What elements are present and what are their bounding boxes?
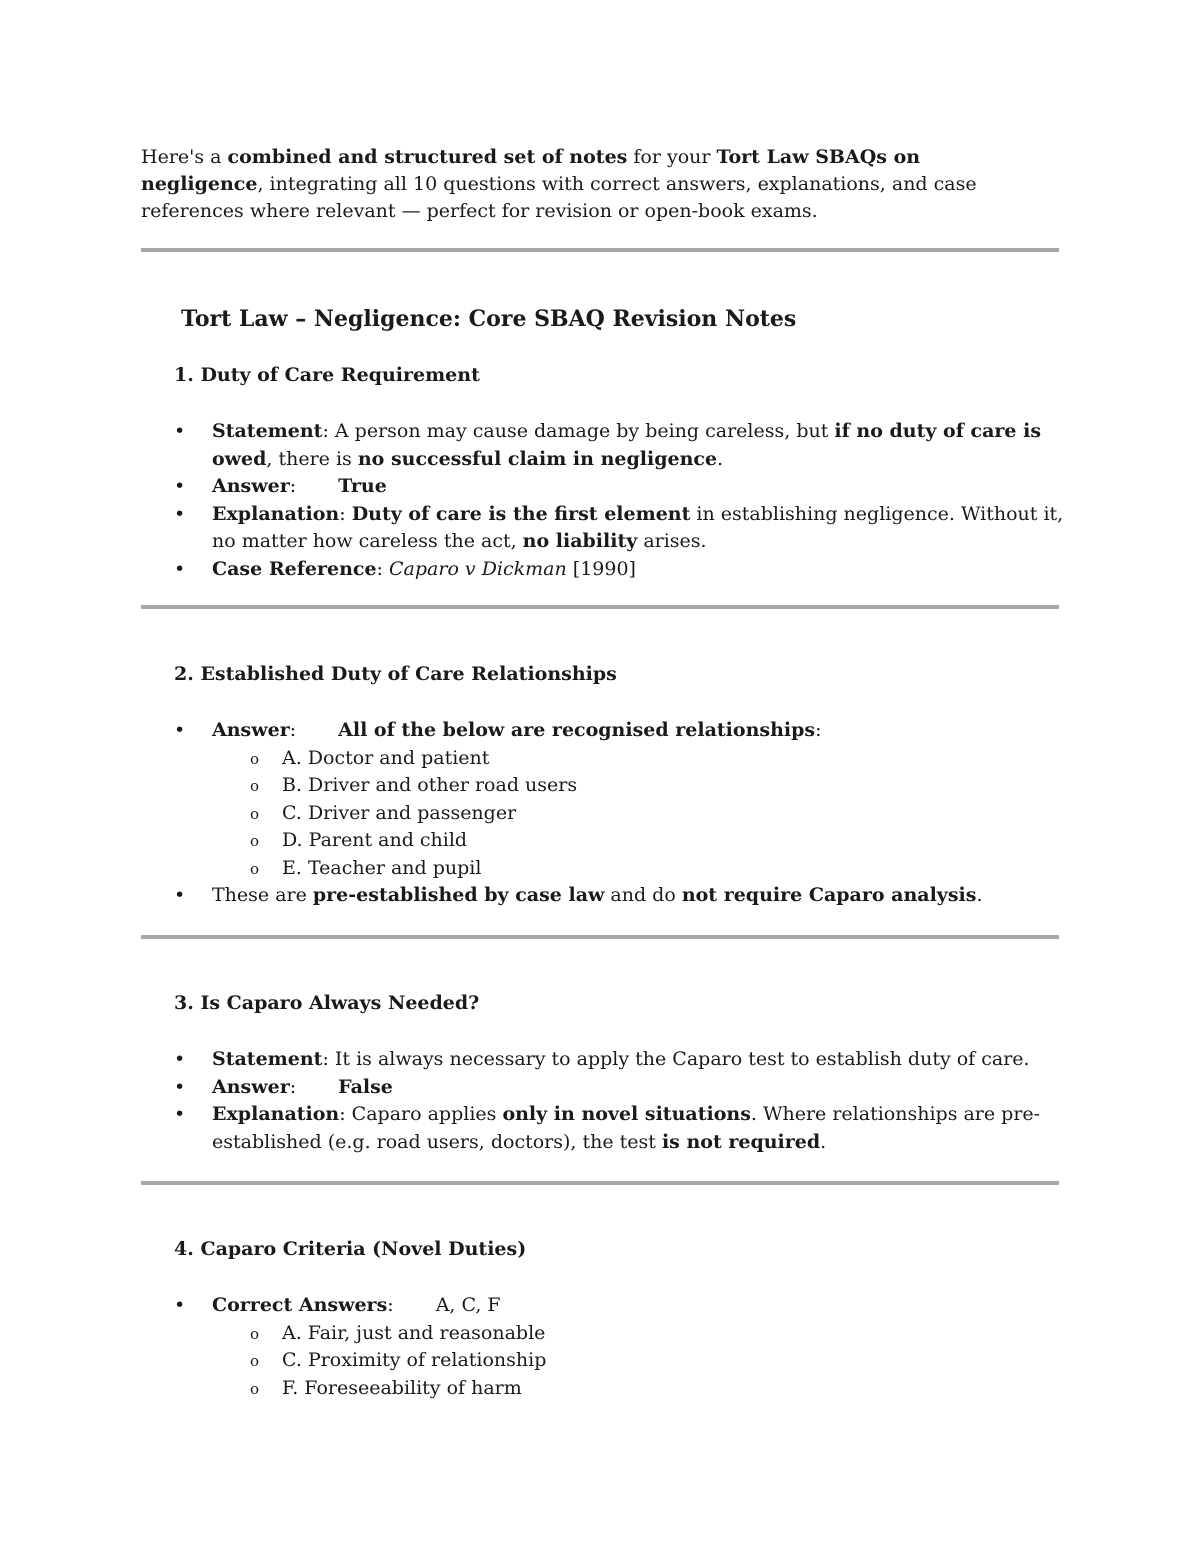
item-bold: Duty of care is the first element <box>351 502 691 525</box>
item-text: : <box>376 557 389 580</box>
item-text: and do <box>604 884 682 906</box>
case-name: Caparo v Dickman <box>389 557 567 580</box>
option-item: o D. Parent and child <box>212 827 1064 855</box>
item-text: : A person may cause damage by being careless, but <box>322 420 835 442</box>
answer-value: A, C, F <box>435 1294 501 1316</box>
item-text: : It is always necessary to apply the Caparo test to establish duty of care. <box>322 1048 1030 1070</box>
item-label: Answer <box>212 475 290 497</box>
option-item: o E. Teacher and pupil <box>212 855 1064 883</box>
section-1-list <box>174 418 1064 583</box>
item-text: These are <box>212 884 313 906</box>
item-label: Explanation <box>212 502 340 525</box>
item-label: Explanation <box>212 1103 340 1125</box>
item-bold: pre-established by case law <box>312 884 605 906</box>
option-item: o B. Driver and other road users <box>212 772 1064 800</box>
intro-bold: combined and structured set of notes <box>227 146 628 168</box>
list-item <box>174 882 1064 910</box>
item-text: : <box>387 1294 394 1316</box>
answer-value: True <box>338 475 387 497</box>
item-label: Case Reference <box>212 557 377 580</box>
item-text: : <box>289 1075 297 1098</box>
item-bold: not require Caparo analysis <box>681 884 977 906</box>
item-label: Answer <box>212 1075 290 1098</box>
horizontal-rule <box>141 248 1059 252</box>
item-text: . Where relationships are pre-established (e.g. road users, doctors), the test <box>212 1103 1041 1153</box>
list-item <box>174 1101 1064 1156</box>
horizontal-rule <box>141 935 1059 939</box>
item-label: Statement <box>212 1048 323 1070</box>
list-item <box>174 501 1064 556</box>
item-bold: no successful claim in negligence <box>357 447 718 470</box>
horizontal-rule <box>141 605 1059 609</box>
list-item <box>174 556 1064 584</box>
item-label: Answer <box>212 719 290 741</box>
section-4-list <box>174 1292 1064 1402</box>
option-item: o A. Fair, just and reasonable <box>212 1320 1064 1348</box>
item-text: : <box>339 502 352 525</box>
intro-text: for your <box>627 146 717 168</box>
intro-text: Here's a <box>141 146 228 168</box>
item-bold: is not required <box>661 1130 821 1153</box>
list-item <box>174 1074 1064 1102</box>
item-text: , there is <box>266 447 358 470</box>
item-text: : <box>815 719 822 741</box>
item-text: : Caparo applies <box>339 1103 503 1125</box>
item-text: . <box>976 884 983 906</box>
list-item <box>174 717 1064 882</box>
item-bold: only in novel situations <box>502 1103 751 1125</box>
section-2-heading: 2. Established Duty of Care Relationships <box>174 663 617 685</box>
horizontal-rule <box>141 1181 1059 1185</box>
intro-paragraph <box>141 144 1041 225</box>
options-list <box>212 745 1064 883</box>
list-item <box>174 473 1064 501</box>
item-bold: no liability <box>522 530 638 552</box>
section-3-list <box>174 1046 1064 1156</box>
options-list <box>212 1320 1064 1403</box>
option-item: o A. Doctor and patient <box>212 745 1064 773</box>
item-text: . <box>820 1130 827 1153</box>
answer-value: All of the below are recognised relationships <box>338 719 816 741</box>
section-1-heading: 1. Duty of Care Requirement <box>174 364 480 386</box>
section-2-list <box>174 717 1064 910</box>
item-text: [1990] <box>566 557 636 580</box>
item-text: in establishing negligence. Without it, no matter how careless the act, <box>212 502 1064 552</box>
item-text: : <box>289 719 297 741</box>
section-4-heading: 4. Caparo Criteria (Novel Duties) <box>174 1238 527 1260</box>
option-item: o C. Proximity of relationship <box>212 1347 1064 1375</box>
item-text: . <box>717 447 724 470</box>
item-text: : <box>289 475 297 497</box>
answer-value: False <box>338 1075 393 1098</box>
intro-text: , integrating all 10 questions with correct answers, explanations, and case references where relevant — perfect for revision or open-book exams. <box>141 173 977 222</box>
document-title: Tort Law – Negligence: Core SBAQ Revision Notes <box>181 306 797 332</box>
intro-bold: Tort Law SBAQs on negligence <box>141 146 921 195</box>
option-item: o F. Foreseeability of harm <box>212 1375 1064 1403</box>
item-label: Correct Answers <box>212 1294 388 1316</box>
section-3-heading: 3. Is Caparo Always Needed? <box>174 992 480 1014</box>
list-item <box>174 418 1064 473</box>
item-bold: if no duty of care is owed <box>212 420 1042 470</box>
list-item <box>174 1046 1064 1074</box>
item-label: Statement <box>212 420 323 442</box>
item-text: arises. <box>637 530 707 552</box>
list-item <box>174 1292 1064 1402</box>
option-item: o C. Driver and passenger <box>212 800 1064 828</box>
